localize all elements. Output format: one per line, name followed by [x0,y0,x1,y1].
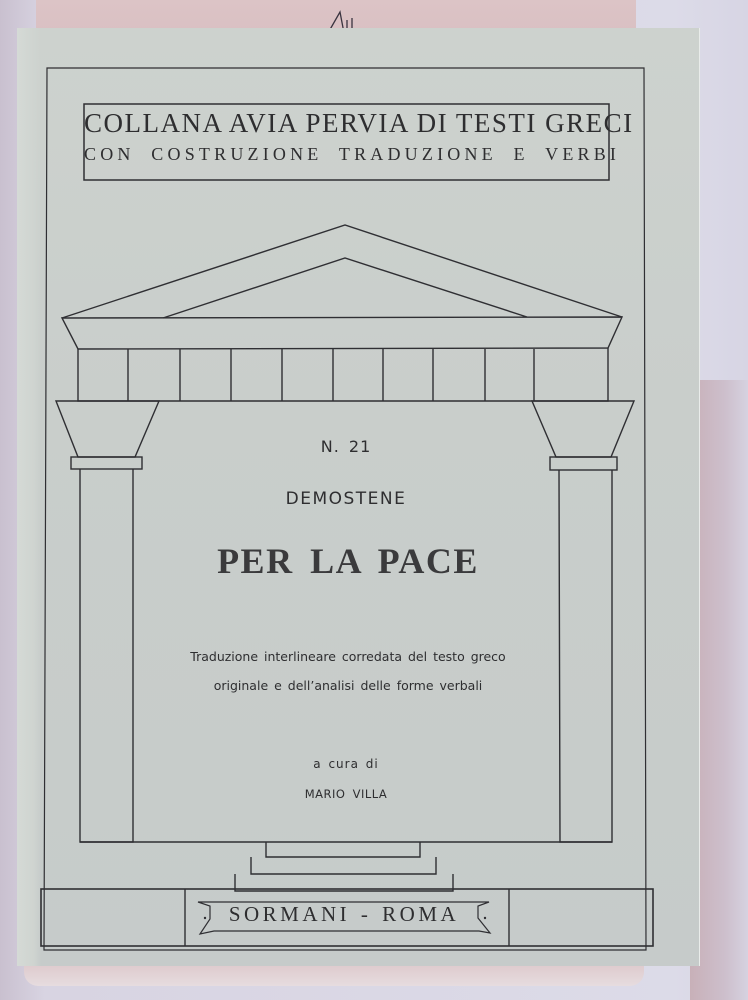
volume-number: N. 21 [320,437,372,456]
right-abacus [550,457,617,470]
left-abacus [71,457,142,469]
curator-label: a cura di [313,757,379,771]
series-title-line-2: CON COSTRUZIONE TRADUZIONE E VERBI [84,144,621,164]
curator-name: MARIO VILLA [304,787,388,801]
frieze [78,348,608,401]
series-title-line-1: COLLANA AVIA PERVIA DI TESTI GRECI [84,108,634,138]
right-capital [532,401,634,457]
description-line-2: originale e dell’analisi delle forme verbali [213,678,483,693]
left-column [80,469,133,842]
frieze-dividers [128,349,534,401]
step-2 [251,857,436,874]
description-line-1: Traduzione interlineare corredata del testo greco [190,649,506,664]
cornice [62,317,622,349]
pediment-outer [62,225,622,318]
book-title: PER LA PACE [217,541,479,581]
step-1 [266,842,420,857]
publisher-name: SORMANI - ROMA [228,902,460,926]
outer-frame [44,68,646,950]
left-capital [56,401,159,457]
author-name: DEMOSTENE [285,489,407,509]
right-column [559,470,612,842]
